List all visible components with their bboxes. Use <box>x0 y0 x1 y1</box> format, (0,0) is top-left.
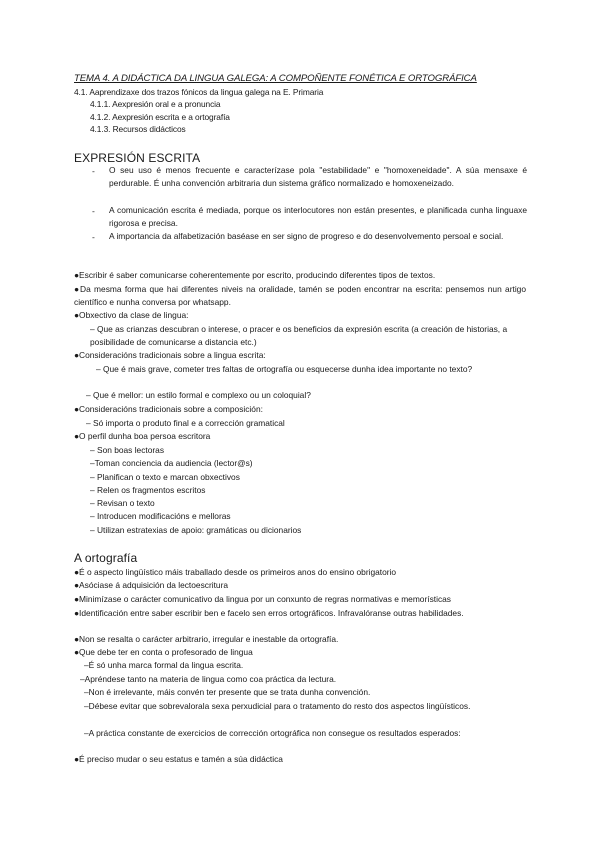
dash-marker: - <box>92 206 95 216</box>
paragraph-line: ●Escribir é saber comunicarse coherentemente por escrito, producindo diferentes tipos de textos. <box>74 270 436 280</box>
paragraph-line: – Utilizan estratexias de apoio: gramáticas ou dicionarios <box>90 525 302 535</box>
paragraph-line: – Son boas lectoras <box>90 445 165 455</box>
dash-item: A importancia da alfabetización baséase en ser signo de progreso e do desenvolvemento persoal e social. <box>109 231 504 241</box>
dash-marker: - <box>92 232 95 242</box>
paragraph-line: ●Consideracións tradicionais sobre a composición: <box>74 404 263 414</box>
paragraph-line: ●Da mesma forma que hai diferentes niveis na oralidade, tamén se poden encontrar na escrita: pensemos nun artigo científico e nunha conversa por whatsapp. <box>74 284 526 308</box>
paragraph-line: – Relen os fragmentos escritos <box>90 485 206 495</box>
dash-item: A comunicación escrita é mediada, porque os interlocutores non están presentes, e planificada cunha linguaxe rigorosa e precisa. <box>109 205 527 229</box>
paragraph-line: –Toman conciencia da audiencia (lector@s) <box>90 458 253 468</box>
paragraph-line: ●Que debe ter en conta o profesorado de lingua <box>74 647 253 657</box>
paragraph-line: – Que as crianzas descubran o interese, o pracer e os beneficios da expresión escrita (a creación de historias, a posibilidade de comunicarse a distancia etc.) <box>90 324 508 348</box>
paragraph-line: – Introducen modificacións e melloras <box>90 511 231 521</box>
paragraph-line: ●Obxectivo da clase de lingua: <box>74 310 189 320</box>
paragraph-line: ●Consideracións tradicionais sobre a lingua escrita: <box>74 350 266 360</box>
paragraph-line: –A práctica constante de exercicios de corrección ortográfica non consegue os resultados esperados: <box>84 728 461 738</box>
toc-sub-2: 4.1.2. Aexpresión escrita e a ortografía <box>90 112 230 122</box>
paragraph-line: – Só importa o produto final e a corrección gramatical <box>86 418 285 428</box>
paragraph-line: ●Minimízase o carácter comunicativo da lingua por un conxunto de regras normativas e memorísticas <box>74 594 451 604</box>
paragraph-line: ●Identificación entre saber escribir ben e facelo sen erros ortográficos. Infravalóranse outras habilidades. <box>74 608 464 618</box>
paragraph-line: –É só unha marca formal da lingua escrita. <box>84 660 244 670</box>
paragraph-line: – Que é mellor: un estilo formal e complexo ou un coloquial? <box>86 390 311 400</box>
dash-marker: - <box>92 166 95 176</box>
paragraph-line: ●Non se resalta o carácter arbitrario, irregular e inestable da ortografía. <box>74 634 339 644</box>
section-heading-expresion-escrita: EXPRESIÓN ESCRITA <box>74 151 201 165</box>
paragraph-line: ●É o aspecto lingüístico máis traballado desde os primeiros anos do ensino obrigatorio <box>74 567 397 577</box>
paragraph-line: ●É preciso mudar o seu estatus e tamén a súa didáctica <box>74 754 283 764</box>
section-heading-ortografia: A ortografía <box>74 551 138 565</box>
paragraph-line: – Planifican o texto e marcan obxectivos <box>90 472 240 482</box>
paragraph-line: –Apréndese tanto na materia de lingua como coa práctica da lectura. <box>80 674 337 684</box>
toc-sub-3: 4.1.3. Recursos didácticos <box>90 124 186 134</box>
document-title: TEMA 4. A DIDÁCTICA DA LINGUA GALEGA: A COMPOÑENTE FONÉTICA E ORTOGRÁFICA <box>74 73 477 84</box>
paragraph-line: – Revisan o texto <box>90 498 155 508</box>
paragraph-line: ●O perfil dunha boa persoa escritora <box>74 431 211 441</box>
paragraph-line: ●Asóciase á adquisición da lectoescritura <box>74 580 229 590</box>
paragraph-line: –Débese evitar que sobrevalorala sexa perxudicial para o tratamento do resto dos aspectos lingüísticos. <box>84 701 471 711</box>
toc-main: 4.1. Aaprendizaxe dos trazos fónicos da lingua galega na E. Primaria <box>74 87 324 97</box>
toc-sub-1: 4.1.1. Aexpresión oral e a pronuncia <box>90 99 221 109</box>
paragraph-line: –Non é irrelevante, máis convén ter presente que se trata dunha convención. <box>84 687 371 697</box>
dash-item: O seu uso é menos frecuente e caracterízase pola "estabilidade" e "homoxeneidade". A súa mensaxe é perdurable. É unha convención arbitraria dun sistema gráfico normalizado e homoxeneizado. <box>109 165 527 189</box>
paragraph-line: – Que é mais grave, cometer tres faltas de ortografía ou esquecerse dunha idea importante no texto? <box>96 364 473 374</box>
